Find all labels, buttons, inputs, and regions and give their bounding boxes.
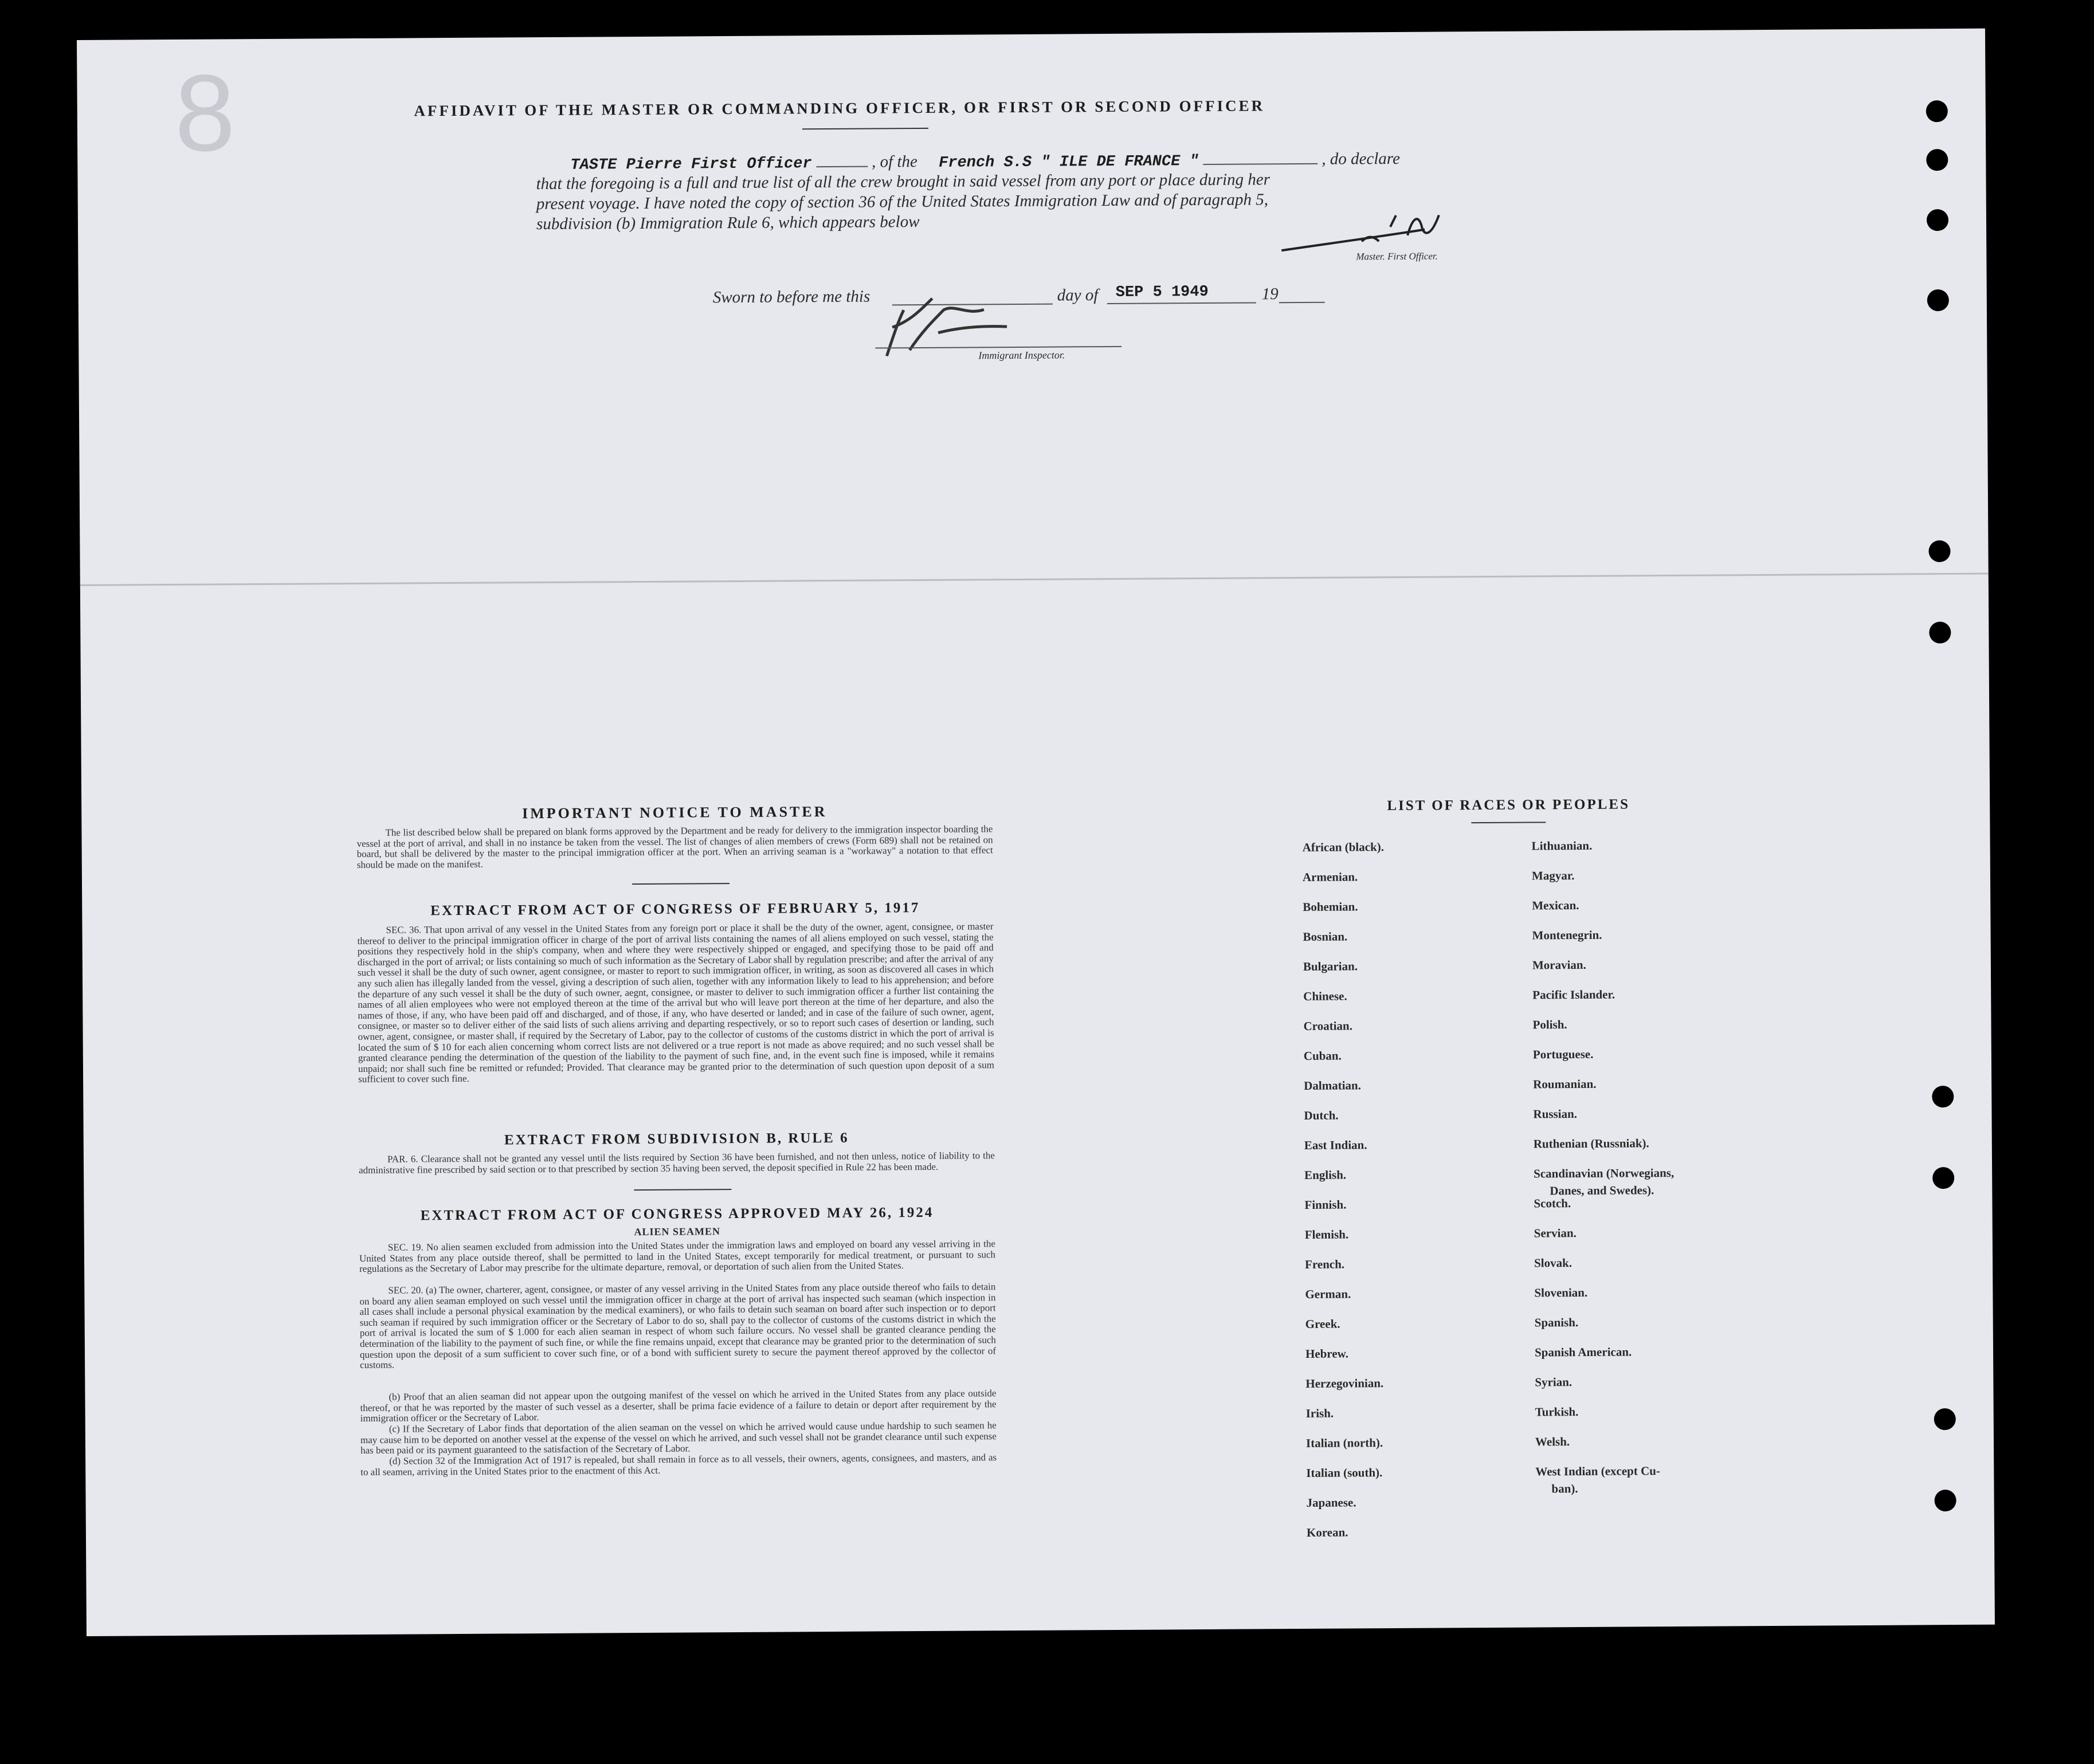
- race-item: Moravian.: [1532, 957, 1586, 972]
- rule-6-body: PAR. 6. Clearance shall not be granted any vessel until the lists required by Section 36 have been furnished, and not then unless, notice of liability to the administrative fine prescribed by said section or to that prescribed by section 35 having been served, the deposit specified in Rule 22 has been made.: [358, 1150, 995, 1176]
- binder-hole: [1927, 209, 1948, 231]
- extract-1917-body: SEC. 36. That upon arrival of any vessel in the United States from any foreign port or place it shall be the duty of the owner, agent, consignee, or master thereof to deliver to the principal immigration officer in charge of the port of arrival lists containing the names of all aliens employed on such vessel, stating the positions they respectively hold in the ship's company, when and where they were respectively shipped or engaged, and specifying those to be paid off and discharged in the port of arrival; or lists containing so much of such information as the Secretary of Labor shall by regulation prescribe; and after the arrival of any such vessel it shall be the duty of such owner, agent consignee, or master to report to such immigration officer, in writing, as soon as discovered all cases in which any such alien has illegally landed from the vessel, giving a description of such alien, together with any information likely to lead to his apprehension; and before the departure of any such vessel it shall be the duty of such owner, aegnt, consignee, or master to deliver to such immigration officer a further list containing the names of all alien employees who were not employed thereon at the time of the arrival but who will leave port thereon at the time of her departure, and also the names of those, if any, who have been paid off and discharged, and of those, if any, who have deserted or landed; and in case of the failure of such owner, agent, consignee, or master so to deliver either of the said lists of such aliens arriving and departing respectively, or so to report such cases of desertion or landing, such owner, agent, consignee, or master shall, if required by the Secretary of Labor, pay to the collector of customs of the customs district in which the port of arrival is located the sum of $ 10 for each alien concerning whom correct lists are not delivered or a true report is not made as above required; and no such vessel shall be granted clearance pending the determination of the question of the liability to the payment of such fine, and, in the event such fine is imposed, while it remains unpaid; nor shall such fine be remitted or refunded; Provided. That clearance may be granted prior to the determination of such question upon deposit of a sum sufficient to cover such fine.: [357, 921, 995, 1085]
- extract-1924-title: EXTRACT FROM ACT OF CONGRESS APPROVED MAY 26, 1924: [420, 1204, 934, 1224]
- inspector-caption: Immigrant Inspector.: [978, 349, 1065, 362]
- races-right-column: [77, 29, 1985, 40]
- race-item: Lithuanian.: [1531, 838, 1593, 853]
- race-item: Servian.: [1534, 1226, 1577, 1240]
- title-rule: [802, 128, 928, 129]
- date-underline: [1107, 302, 1256, 304]
- race-item: Syrian.: [1535, 1375, 1573, 1389]
- race-item: Dalmatian.: [1304, 1078, 1362, 1093]
- notice-title: IMPORTANT NOTICE TO MASTER: [521, 803, 828, 822]
- affidavit-line-4: subdivision (b) Immigration Rule 6, which appears below: [536, 213, 920, 234]
- race-item: Turkish.: [1535, 1405, 1579, 1419]
- binder-hole: [1928, 540, 1950, 562]
- race-item: Scandinavian (Norwegians,: [1534, 1166, 1675, 1181]
- race-item: Spanish American.: [1534, 1345, 1632, 1360]
- fold-line: [80, 573, 1989, 586]
- race-item: Hebrew.: [1305, 1346, 1348, 1361]
- race-item: Slovenian.: [1534, 1285, 1588, 1300]
- race-item: Italian (south).: [1306, 1466, 1383, 1480]
- races-title: LIST OF RACES OR PEOPLES: [1387, 796, 1630, 814]
- race-item: Bohemian.: [1303, 899, 1358, 914]
- sec-20b-text: (b) Proof that an alien seaman did not appear upon the outgoing manifest of the vessel on which he arrived in the United States from any place outside thereof, or that he was reported by the master of such vessel as a deserter, shall be prima facie evidence of a failure to detain or deport after requirement by the immigration officer or the Secretary of Labor.: [360, 1388, 997, 1424]
- race-item: Cuban.: [1303, 1048, 1342, 1063]
- race-item: Danes, and Swedes).: [1550, 1183, 1654, 1198]
- affidavit-line-3: present voyage. I have noted the copy of section 36 of the United States Immigration Law and of paragraph 5,: [536, 190, 1268, 214]
- race-item: Herzegovinian.: [1305, 1376, 1384, 1390]
- race-item: Russian.: [1533, 1107, 1578, 1121]
- sec-20c-text: (c) If the Secretary of Labor finds that deportation of the alien seaman on the vessel on which he arrived would cause undue hardship to such seamen he may cause him to be deported on another vessel at the expense of the vessel on which he arrived, and such vessel shall not be grandet clearance until such expense has been paid or its payment guaranteed to the satisfaction of the Secretary of Labor.: [360, 1420, 997, 1456]
- date-stamp: SEP 5 1949: [1115, 283, 1209, 301]
- do-declare-label: , do declare: [1322, 149, 1401, 168]
- race-item: French.: [1305, 1257, 1345, 1271]
- affidavit-line-1: [536, 148, 1567, 174]
- race-item: Montenegrin.: [1532, 928, 1602, 942]
- binder-hole: [1927, 289, 1949, 311]
- race-item: Portuguese.: [1532, 1047, 1594, 1062]
- sworn-label: Sworn to before me this: [712, 287, 870, 307]
- race-item: Korean.: [1306, 1525, 1348, 1539]
- race-item: Pacific Islander.: [1532, 987, 1615, 1002]
- officer-caption: Master. First Officer.: [1356, 250, 1438, 262]
- extract-1917-title: EXTRACT FROM ACT OF CONGRESS OF FEBRUARY 5, 1917: [430, 900, 920, 919]
- corner-number: 8: [174, 52, 236, 174]
- race-item: Armenian.: [1302, 870, 1358, 884]
- extract-1924-subtitle: ALIEN SEAMEN: [634, 1225, 721, 1238]
- race-item: East Indian.: [1304, 1138, 1367, 1152]
- year-prefix: 19: [1261, 285, 1279, 304]
- race-item: African (black).: [1302, 840, 1385, 854]
- race-item: Chinese.: [1303, 989, 1347, 1003]
- race-item: Irish.: [1305, 1406, 1334, 1420]
- race-item: Flemish.: [1304, 1227, 1349, 1242]
- section-rule: [632, 883, 730, 885]
- sec-19-text: SEC. 19. No alien seamen excluded from admission into the United States under the immigration laws and employed on board any vessel arriving in the United States from any place outside thereof, shall be permitted to land in the United States, except temporarily for medical treatment, or pursuant to such regulations as the Secretary of Labor may prescribe for the ultimate departure, removal, or deportation of such alien from the United States.: [359, 1238, 996, 1275]
- binder-hole: [1932, 1167, 1954, 1189]
- notice-body: The list described below shall be prepared on blank forms approved by the Department and be ready for delivery to the immigration inspector boarding the vessel at the port of arrival, and shall in no instance be taken from the vessel. The list of changes of alien members of crews (Form 689) shall not be retained on board, but shall be delivered by the master to the principal immigration officer at the port. When an arriving seaman is a "workaway" a notation to that effect should be made on the manifest.: [356, 823, 993, 870]
- affidavit-line-2: that the foregoing is a full and true list of all the crew brought in said vessel from any port or place during her: [536, 170, 1270, 194]
- race-item: English.: [1304, 1168, 1347, 1182]
- affidavit-title: AFFIDAVIT OF THE MASTER OR COMMANDING OFFICER, OR FIRST OR SECOND OFFICER: [414, 97, 1265, 120]
- race-item: German.: [1305, 1287, 1351, 1301]
- race-item: Italian (north).: [1305, 1436, 1383, 1450]
- race-item: Spanish.: [1534, 1315, 1579, 1330]
- race-item: Dutch.: [1304, 1108, 1339, 1122]
- of-the-label: , of the: [872, 152, 917, 171]
- binder-hole: [1929, 622, 1951, 643]
- race-item: Bulgarian.: [1303, 959, 1358, 973]
- year-underline: [1279, 302, 1325, 303]
- document-page: [77, 29, 1995, 1636]
- sec-20a-text: SEC. 20. (a) The owner, charterer, agent, consignee, or master of any vessel arriving in the United States from any place outside thereof who fails to detain on board any alien seaman employed on such vessel until the immigration officer in charge at the port of arrival has inspected such seaman (which inspection in all cases shall include a personal physical examination by the medical examiners), or who fails to detain such seaman on board after such inspection or to deport such seaman if required by such immigration officer or the Secretary of Labor to do so, shall pay to the collector of customs of the customs district in which the port of arrival is located the sum of $ 1.000 for each alien seaman in respect of whom such failure occurs. No vessel shall be granted clearance pending the determination of the liability to the payment of such fine, or while the fine remains unpaid, except that clearance may be granted prior to the determination of such question upon the deposit of a sum sufficient to cover such fine, or of a bond with sufficient surety to secure the payment thereof approved by the collector of customs.: [359, 1281, 997, 1371]
- race-item: Scotch.: [1534, 1196, 1571, 1211]
- binder-hole: [1926, 100, 1948, 122]
- officer-name-typed: TASTE Pierre First Officer: [570, 155, 812, 174]
- race-item: Japanese.: [1306, 1495, 1356, 1510]
- race-item: Magyar.: [1531, 869, 1575, 883]
- sec-20d-text: (d) Section 32 of the Immigration Act of 1917 is repealed, but shall remain in force as to all vessels, their owners, agents, consignees, and masters, and as to all seamen, arriving in the United States prior to the enactment of this Act.: [360, 1452, 997, 1478]
- races-left-column: [77, 29, 1985, 40]
- race-item: West Indian (except Cu-: [1535, 1464, 1660, 1479]
- race-item: Greek.: [1305, 1317, 1340, 1331]
- officer-signature: [1276, 203, 1460, 273]
- section-rule: [634, 1189, 731, 1191]
- race-item: Mexican.: [1532, 898, 1579, 913]
- race-item: Ruthenian (Russniak).: [1533, 1136, 1649, 1151]
- day-of-label: day of: [1057, 286, 1099, 305]
- race-item: Slovak.: [1534, 1256, 1573, 1270]
- race-item: Finnish.: [1304, 1197, 1347, 1212]
- race-item: Bosnian.: [1303, 929, 1348, 944]
- race-item: Welsh.: [1535, 1435, 1570, 1449]
- race-item: ban).: [1551, 1482, 1578, 1496]
- binder-hole: [1935, 1490, 1956, 1511]
- race-item: Roumanian.: [1533, 1077, 1597, 1091]
- rule-6-title: EXTRACT FROM SUBDIVISION B, RULE 6: [504, 1130, 849, 1148]
- vessel-name-typed: French S.S " ILE DE FRANCE ": [939, 153, 1199, 172]
- race-item: Croatian.: [1303, 1019, 1352, 1033]
- race-item: Polish.: [1532, 1017, 1567, 1032]
- binder-hole: [1934, 1408, 1956, 1430]
- races-rule: [1471, 822, 1546, 823]
- binder-hole: [1926, 149, 1948, 171]
- binder-hole: [1932, 1086, 1954, 1107]
